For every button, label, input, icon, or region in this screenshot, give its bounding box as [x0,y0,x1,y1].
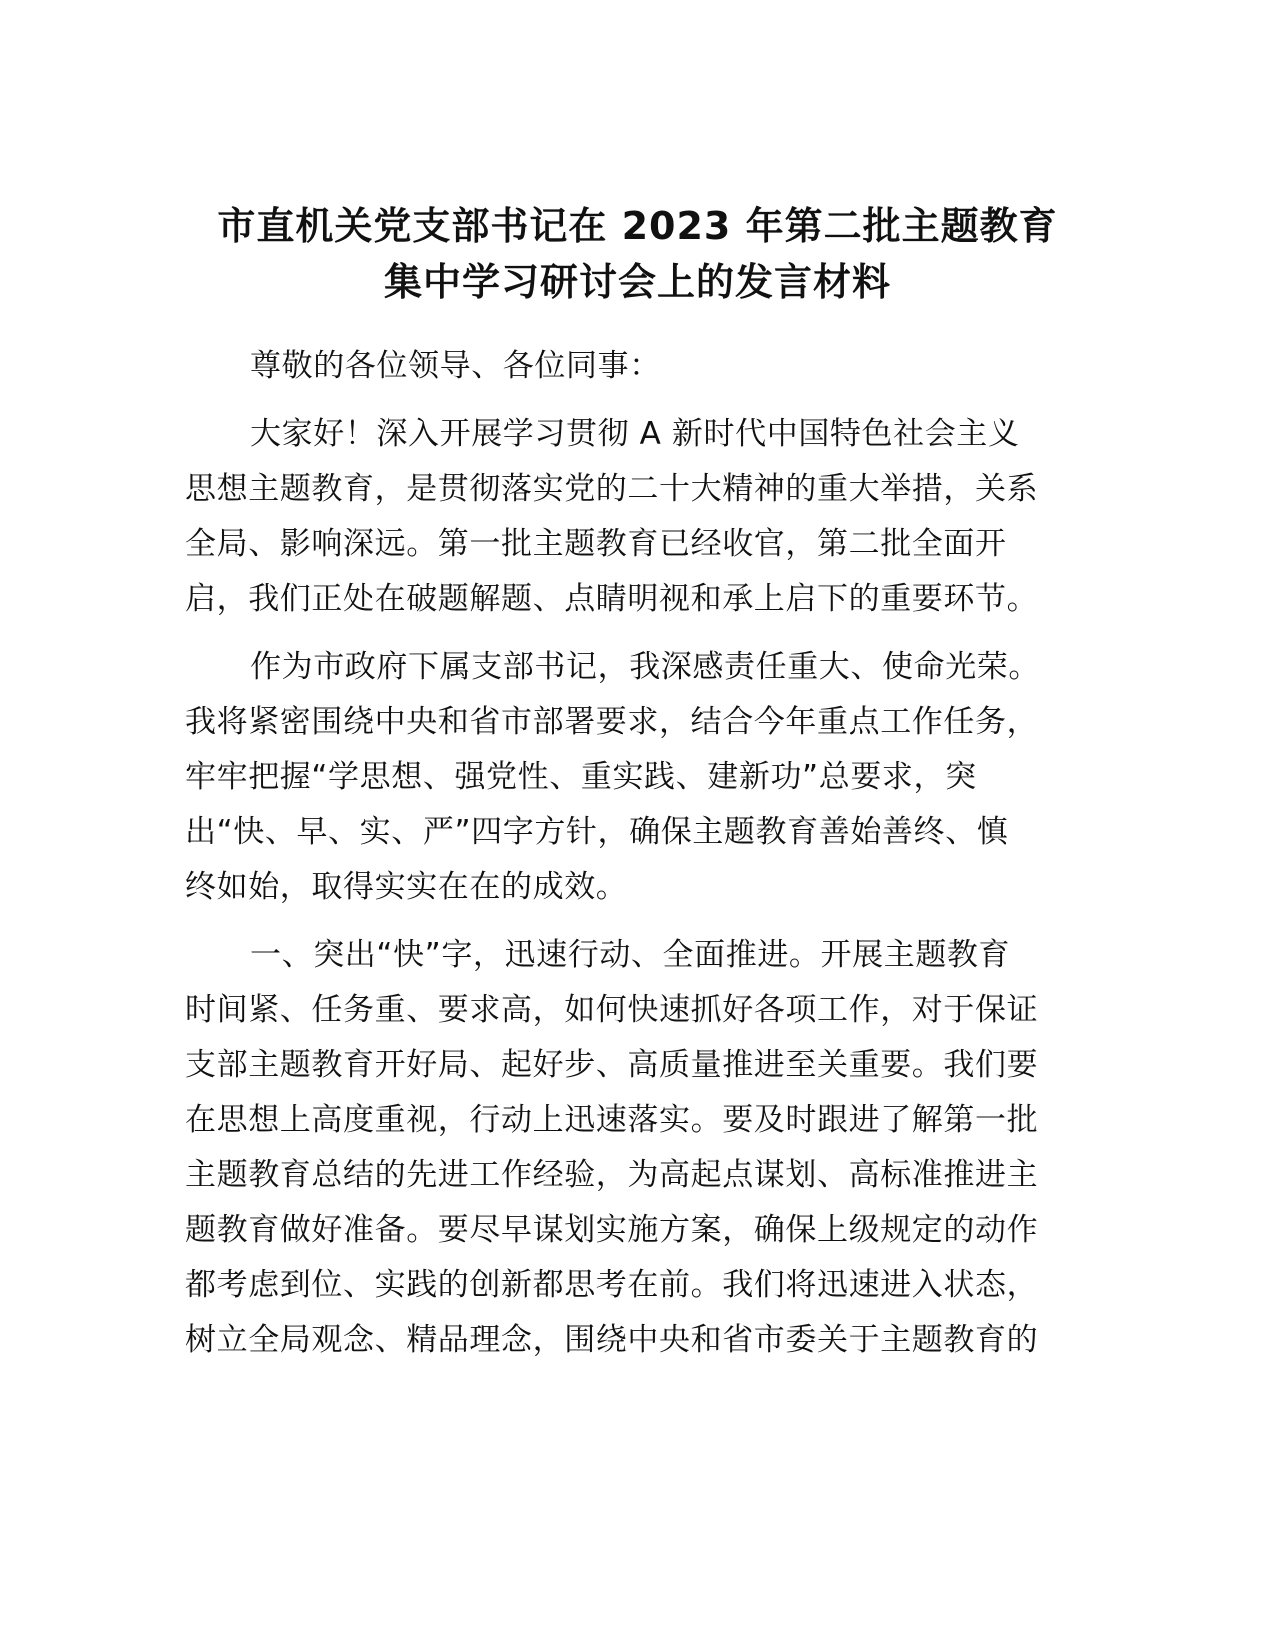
body-line: 在思想上高度重视，行动上迅速落实。要及时跟进了解第一批 [185,1102,1039,1138]
body-line: 一、突出“快”字，迅速行动、全面推进。开展主题教育 [250,937,1011,973]
body-line: 树立全局观念、精品理念，围绕中央和省市委关于主题教育的 [185,1322,1039,1358]
body-line: 大家好！深入开展学习贯彻 A 新时代中国特色社会主义 [250,416,1020,452]
body-line: 作为市政府下属支部书记，我深感责任重大、使命光荣。 [250,649,1040,685]
document-title-line-1: 市直机关党支部书记在 2023 年第二批主题教育 [217,204,1058,248]
body-line: 启，我们正处在破题解题、点睛明视和承上启下的重要环节。 [185,581,1039,617]
body-line: 主题教育总结的先进工作经验，为高起点谋划、高标准推进主 [185,1157,1039,1193]
body-line: 我将紧密围绕中央和省市部署要求，结合今年重点工作任务， [185,704,1039,740]
body-line: 牢牢把握“学思想、强党性、重实践、建新功”总要求，突 [185,759,977,795]
body-line: 时间紧、任务重、要求高，如何快速抓好各项工作，对于保证 [185,992,1039,1028]
body-line: 都考虑到位、实践的创新都思考在前。我们将迅速进入状态， [185,1267,1039,1303]
salutation: 尊敬的各位领导、各位同事： [250,348,661,384]
body-line: 题教育做好准备。要尽早谋划实施方案，确保上级规定的动作 [185,1212,1039,1248]
document-title-line-2: 集中学习研讨会上的发言材料 [383,260,891,304]
body-line: 终如始，取得实实在在的成效。 [185,869,628,905]
body-line: 全局、影响深远。第一批主题教育已经收官，第二批全面开 [185,526,1007,562]
body-line: 出“快、早、实、严”四字方针，确保主题教育善始善终、慎 [185,814,1009,850]
body-line: 支部主题教育开好局、起好步、高质量推进至关重要。我们要 [185,1047,1039,1083]
body-line: 思想主题教育，是贯彻落实党的二十大精神的重大举措，关系 [185,471,1039,507]
